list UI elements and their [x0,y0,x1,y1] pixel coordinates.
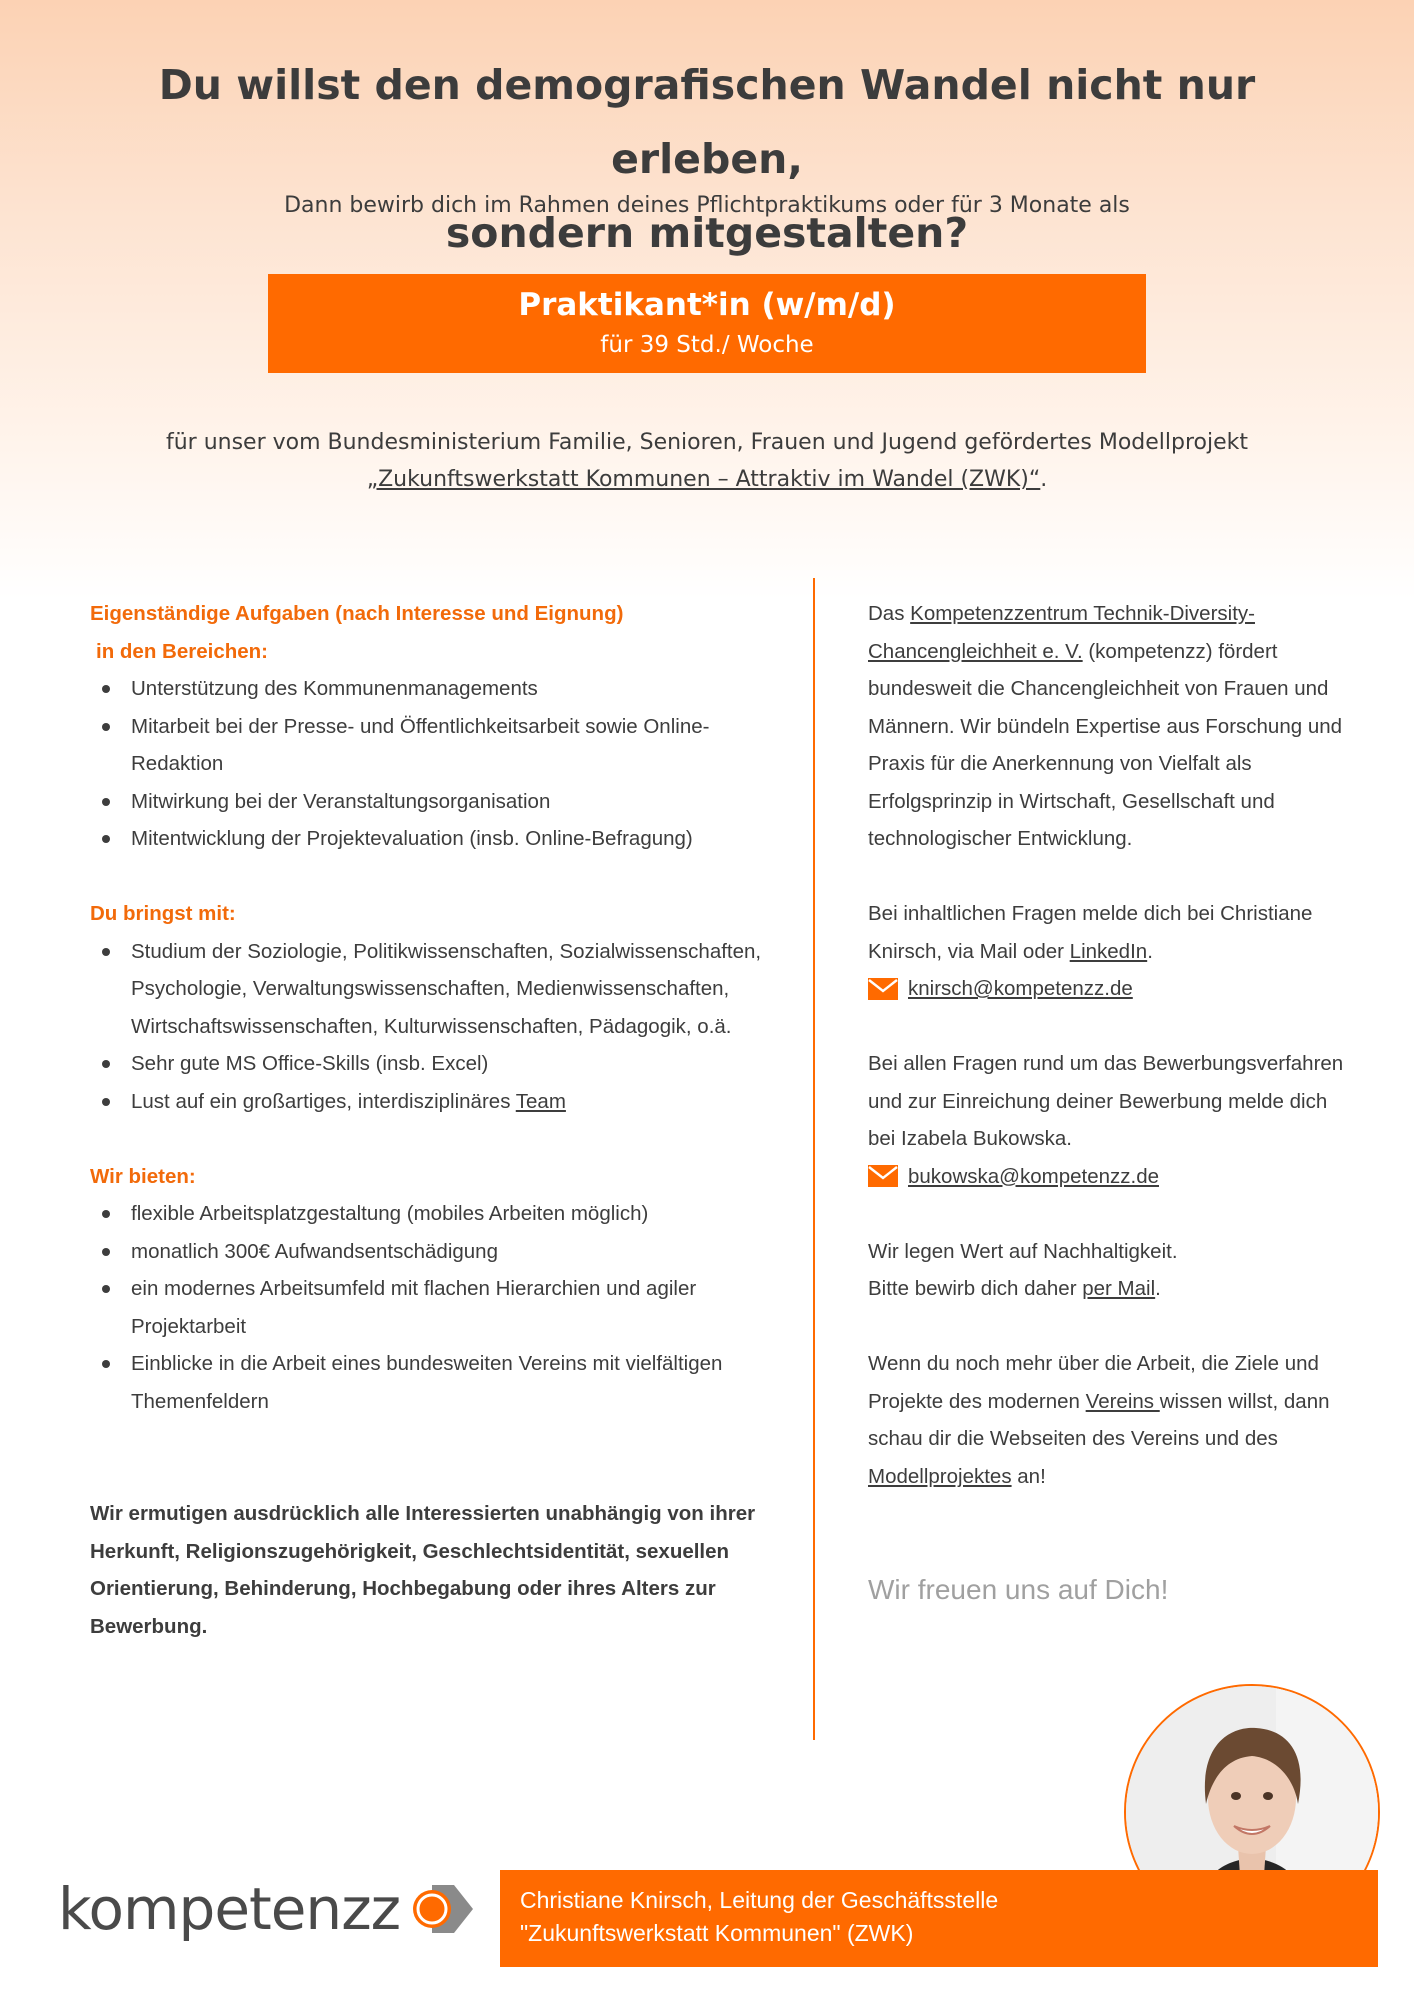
list-item: monatlich 300€ Aufwandsentschädigung [90,1233,790,1271]
list-item: Unterstützung des Kommunenmanagements [90,670,790,708]
caption-line-2: "Zukunftswerkstatt Kommunen" (ZWK) [520,1920,914,1946]
page-headline [60,48,1354,270]
logo-wordmark: kompetenzz [58,1875,401,1943]
list-item [90,1083,790,1121]
modellprojekt-link[interactable]: Modellprojektes [868,1464,1012,1488]
sustainability-line-2: Bitte bewirb dich daher [868,1277,1083,1300]
per-mail-link[interactable]: per Mail [1082,1277,1156,1300]
headline-line-2: sondern mitgestalten? [445,209,969,257]
about-text: (kompetenzz) fördert bundesweit die Chancengleichheit von Frauen und Männern. Wir bündeln Expertise aus Forschung und Praxis für die Anerkennung von Vielfalt als Erfolgsprinzip in Wirtschaft, Gesellschaft und technologischer Entwicklung. [868,639,1343,850]
application-contact-paragraph: Bei allen Fragen rund um das Bewerbungsverfahren und zur Einreichung deiner Bewerbung melde dich bei Izabela Bukowska. [868,1052,1344,1150]
list-item: Mitentwicklung der Projektevaluation (insb. Online-Befragung) [90,820,790,858]
encouragement-statement: Wir ermutigen ausdrücklich alle Interessierten unabhängig von ihrer Herkunft, Religionszugehörigkeit, Geschlechtsidentität, sexuellen Orientierung, Behinderung, Hochbegabung oder ihres Alters zur Bewerbung. [90,1502,756,1638]
logo-mark-icon [408,1882,474,1936]
bukowska-email-row [868,1158,1358,1196]
about-prefix: Das [868,602,911,625]
sustainability-paragraph [868,1233,1358,1308]
caption-line-1: Christiane Knirsch, Leitung der Geschäftsstelle [520,1887,999,1913]
closing-line: Wir freuen uns auf Dich! [868,1574,1169,1605]
about-paragraph [868,595,1358,858]
vereins-link[interactable]: Vereins [1085,1389,1160,1413]
list-item: Mitarbeit bei der Presse- und Öffentlichkeitsarbeit sowie Online-Redaktion [90,708,790,783]
tasks-list [90,670,790,858]
knirsch-email-link[interactable]: knirsch@kompetenzz.de [908,977,1133,1000]
content-contact-end: . [1147,939,1153,963]
bukowska-email-link[interactable]: bukowska@kompetenzz.de [908,1164,1159,1188]
tasks-heading-line-1: Eigenständige Aufgaben (nach Interesse und Eignung) [90,602,624,625]
list-item-text: Lust auf ein großartiges, interdisziplinäres [131,1089,516,1113]
more-info-end: an! [1011,1464,1046,1488]
position-banner [268,274,1146,373]
list-item: Sehr gute MS Office-Skills (insb. Excel) [90,1045,790,1083]
left-column [90,595,790,1645]
envelope-icon [868,978,898,1000]
portrait-caption [500,1870,1378,1967]
project-intro-text: für unser vom Bundesministerium Familie, Senioren, Frauen und Jugend gefördertes Modellprojekt [165,430,1249,455]
tasks-heading [90,595,790,670]
right-column [868,595,1358,1610]
offer-heading: Wir bieten: [90,1164,196,1188]
more-info-text-1: Wenn du noch mehr über die Arbeit, die Ziele und Projekte des modernen [868,1352,1319,1413]
content-contact-paragraph [868,895,1358,970]
position-title: Praktikant*in (w/m/d) [518,287,896,323]
list-item: Studium der Soziologie, Politikwissenschaften, Sozialwissenschaften, Psychologie, Verwaltungswissenschaften, Medienwissenschaften, Wirtschaftswissenschaften, Kulturwissenschaften, Pädagogik, o.ä. [90,933,790,1046]
project-link[interactable]: „Zukunftswerkstatt Kommunen – Attraktiv im Wandel (ZWK)“ [366,467,1041,492]
position-hours: für 39 Std./ Woche [600,332,814,358]
page-subline: Dann bewirb dich im Rahmen deines Pflichtpraktikums oder für 3 Monate als [284,193,1130,218]
list-item: ein modernes Arbeitsumfeld mit flachen Hierarchien und agiler Projektarbeit [90,1270,790,1345]
team-link[interactable]: Team [515,1089,566,1113]
more-info-text-2: wissen willst, dann schau dir die Webseiten des Vereins und des [868,1389,1330,1450]
envelope-icon [868,1165,898,1187]
organization-link[interactable]: Kompetenzzentrum Technik-Diversity-Chancengleichheit e. V. [868,602,1255,663]
sustainability-line-1: Wir legen Wert auf Nachhaltigkeit. [868,1239,1178,1263]
headline-line-1: Du willst den demografischen Wandel nicht nur erleben, [158,61,1256,183]
sustainability-end: . [1155,1277,1161,1300]
list-item: Einblicke in die Arbeit eines bundesweiten Vereins mit vielfältigen Themenfeldern [90,1345,790,1420]
list-item: Mitwirkung bei der Veranstaltungsorganisation [90,783,790,821]
knirsch-email-row [868,970,1358,1008]
project-intro [60,424,1354,498]
content-contact-text: Bei inhaltlichen Fragen melde dich bei Christiane Knirsch, via Mail oder [868,902,1313,963]
requirements-list [90,933,790,1121]
kompetenzz-logo [58,1874,474,1944]
column-divider [813,578,815,1740]
offer-list [90,1195,790,1420]
list-item: flexible Arbeitsplatzgestaltung (mobiles Arbeiten möglich) [90,1195,790,1233]
tasks-heading-line-2: in den Bereichen: [96,639,269,663]
requirements-heading: Du bringst mit: [90,902,236,925]
more-info-paragraph [868,1345,1358,1495]
project-intro-end: . [1040,467,1048,492]
linkedin-link[interactable]: LinkedIn [1069,939,1148,963]
